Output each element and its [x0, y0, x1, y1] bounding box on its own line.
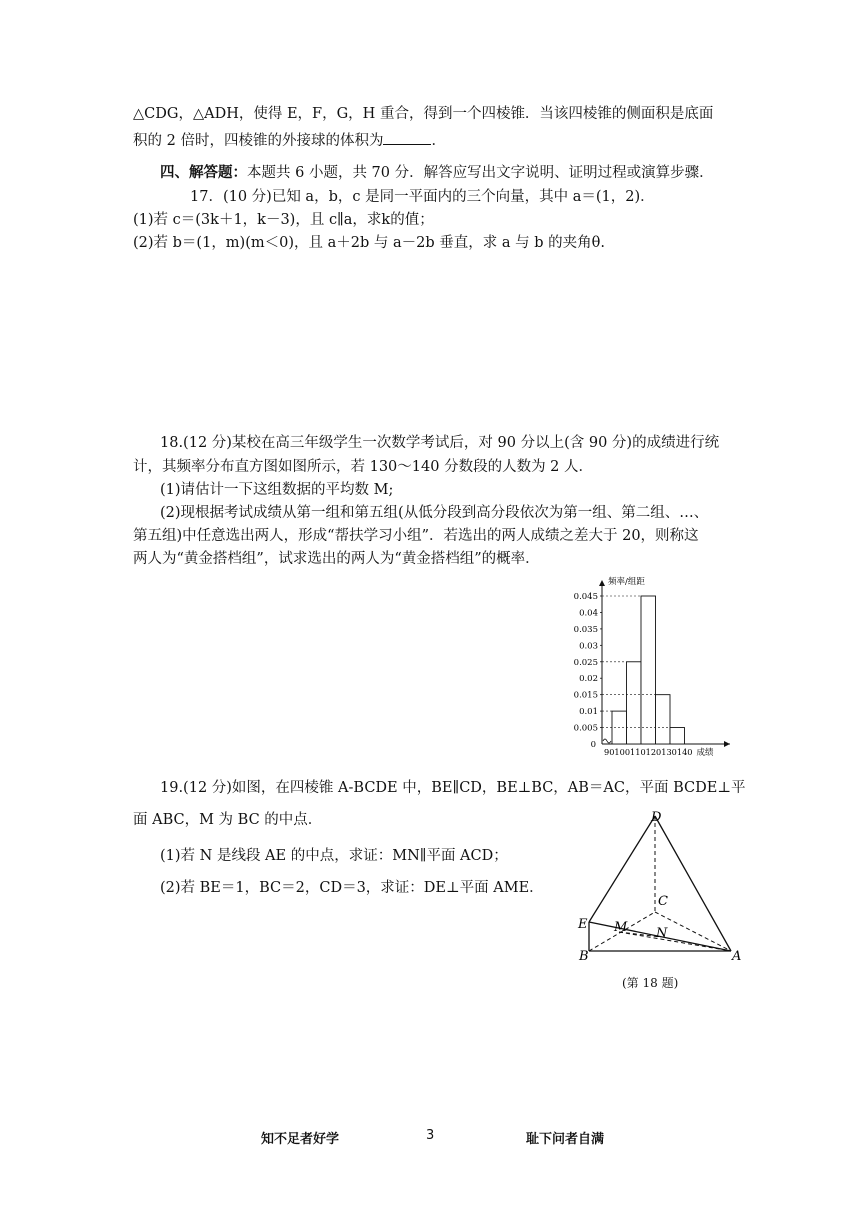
q17-part2: (2)若 b＝(1，m)(m＜0)，且 a＋2b 与 a－2b 垂直，求 a 与 b 的夹角θ.: [133, 235, 605, 251]
y-tick-label: 0.045: [573, 592, 598, 602]
q18-line1: 18.(12 分)某校在高三年级学生一次数学考试后，对 90 分以上(含 90 分)的成绩进行统: [160, 435, 720, 451]
label-a: A: [732, 949, 742, 964]
section-heading: [160, 163, 714, 183]
histogram-bar: [641, 596, 656, 744]
label-d: D: [651, 810, 662, 825]
y-axis-arrow: [599, 580, 605, 586]
histogram-bar: [670, 728, 685, 744]
y-tick-label: 0.015: [573, 690, 598, 701]
footer-right-motto: 耻下问者自满: [526, 1132, 605, 1147]
q19-part1: (1)若 N 是线段 AE 的中点，求证：MN∥平面 ACD；: [160, 848, 508, 864]
y-tick-label: 0.03: [579, 641, 598, 652]
label-c: C: [658, 894, 668, 909]
q19-line2: 面 ABC，M 为 BC 的中点．: [133, 812, 323, 828]
y-tick-label: 0.04: [579, 608, 598, 619]
y-tick-label: 0.02: [579, 674, 598, 685]
figure-caption: (第 18 题): [622, 976, 679, 990]
footer-left-motto: 知不足者好学: [261, 1132, 340, 1147]
section-heading-label: 四、解答题：: [160, 164, 247, 181]
x-axis-arrow: [724, 741, 730, 747]
q17-part1: (1)若 c＝(3k＋1，k－3)，且 c∥a，求k的值；: [133, 212, 434, 228]
q18-line2: 计，其频率分布直方图如图所示，若 130～140 分数段的人数为 2 人．: [133, 459, 594, 475]
q18-part1: (1)请估计一下这组数据的平均数 M;: [160, 482, 394, 498]
y-axis-label: 频率/组距: [608, 577, 645, 587]
y-tick-label: 0.025: [573, 657, 598, 668]
label-n: N: [656, 926, 668, 941]
frequency-histogram: [560, 572, 740, 762]
q19-line1: 19.(12 分)如图，在四棱锥 A-BCDE 中，BE∥CD，BE⊥BC，AB＝AC，平面 BCDE⊥平: [160, 780, 746, 796]
intro-line-2-end: ．: [431, 133, 446, 149]
label-m: M: [614, 920, 628, 935]
answer-blank: [383, 130, 431, 145]
label-e: E: [578, 917, 588, 932]
y-tick-label: 0.01: [579, 707, 598, 718]
origin-label: 0: [590, 740, 596, 750]
pyramid-diagram: [570, 806, 750, 966]
label-b: B: [579, 949, 589, 964]
histogram-bar: [656, 695, 671, 744]
axis-break: [603, 739, 611, 743]
q17-stem: 17．(10 分)已知 a，b，c 是同一平面内的三个向量，其中 a＝(1，2)．: [190, 189, 655, 205]
y-tick-label: 0.005: [573, 723, 598, 734]
x-axis-label: 成绩: [696, 748, 714, 758]
y-tick-label: 0.035: [573, 624, 598, 635]
edge-de: [589, 816, 655, 922]
page-number: 3: [426, 1128, 435, 1143]
intro-line-1: △CDG，△ADH，使得 E，F，G，H 重合，得到一个四棱锥．当该四棱锥的侧面积是底面: [133, 106, 714, 122]
intro-line-2: [133, 130, 446, 151]
q18-part2a: (2)现根据考试成绩从第一组和第五组(从低分段到高分段依次为第一组、第二组、…、: [160, 505, 709, 521]
q19-part2: (2)若 BE＝1，BC＝2，CD＝3，求证：DE⊥平面 AME．: [160, 880, 544, 896]
histogram-bar: [627, 662, 642, 744]
q18-part2c: 两人为“黄金搭档组”，试求选出的两人为“黄金搭档组”的概率．: [133, 551, 540, 567]
q18-part2b: 第五组)中任意选出两人，形成“帮扶学习小组”．若选出的两人成绩之差大于 20，则称这: [133, 528, 699, 544]
x-tick-labels: 90100110120130140: [604, 748, 693, 758]
intro-line-2-text: 积的 2 倍时，四棱锥的外接球的体积为: [133, 133, 384, 149]
section-heading-text: 本题共 6 小题，共 70 分．解答应写出文字说明、证明过程或演算步骤．: [247, 165, 714, 181]
